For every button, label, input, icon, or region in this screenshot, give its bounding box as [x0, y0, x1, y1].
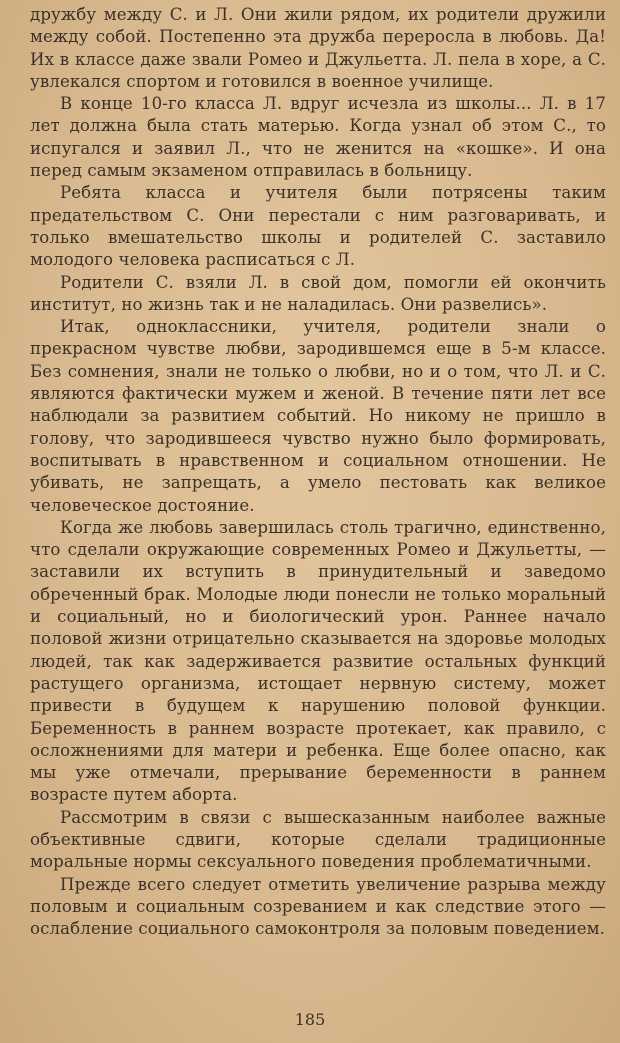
paragraph: Рассмотрим в связи с вышесказанным наиболее важные объективные сдвиги, которые сделали традиционные моральные нормы сексуального поведения проблематичными. [30, 807, 606, 872]
paragraph: Итак, одноклассники, учителя, родители знали о прекрасном чувстве любви, зародившемся еще в 5-м классе. Без сомнения, знали не только о любви, но и о том, что Л. и С. являются фактически мужем и женой. В течение пяти лет все наблюдали за развитием событий. Но никому не пришло в голову, что зародившееся чувство нужно было формировать, воспитывать в нравственном и социальном отношении. Не убивать, не запрещать, а умело пестовать как великое человеческое достояние. [30, 317, 606, 515]
paragraph: Ребята класса и учителя были потрясены таким предательством С. Они перестали с ним разговаривать, и только вмешательство школы и родителей С. заставило молодого человека расписаться с Л. [30, 183, 606, 270]
paragraph: Прежде всего следует отметить увеличение разрыва между половым и социальным созреванием и как следствие этого — ослабление социального самоконтроля за половым поведением. [30, 874, 606, 939]
paragraph: дружбу между С. и Л. Они жили рядом, их родители дружили между собой. Постепенно эта дружба переросла в любовь. Да! Их в классе даже звали Ромео и Джульетта. Л. пела в хоре, а С. увлекался спортом и готовился в военное училище. [30, 5, 606, 91]
paragraph: Когда же любовь завершилась столь трагично, единственно, что сделали окружающие современных Ромео и Джульетты, — заставили их вступить в принудительный и заведомо обреченный брак. Молодые люди понесли не только моральный и социальный, но и биологический урон. Раннее начало половой жизни отрицательно сказывается на здоровье молодых людей, так как задерживается развитие остальных функций растущего организма, истощает нервную систему, может привести в будущем к нарушению половой функции. Беременность в раннем возрасте протекает, как правило, с осложнениями для матери и ребенка. Еще более опасно, как мы уже отмечали, прерывание беременности в раннем возрасте путем аборта. [30, 517, 606, 805]
paragraph: Родители С. взяли Л. в свой дом, помогли ей окончить институт, но жизнь так и не наладилась. Они развелись». [30, 272, 606, 314]
page-number: 185 [294, 1010, 326, 1029]
body-text [30, 4, 606, 940]
paragraph: В конце 10-го класса Л. вдруг исчезла из школы... Л. в 17 лет должна была стать матерью. Когда узнал об этом С., то испугался и заявил Л., что не женится на «кошке». И она перед самым экзаменом отправилась в больницу. [30, 94, 606, 181]
